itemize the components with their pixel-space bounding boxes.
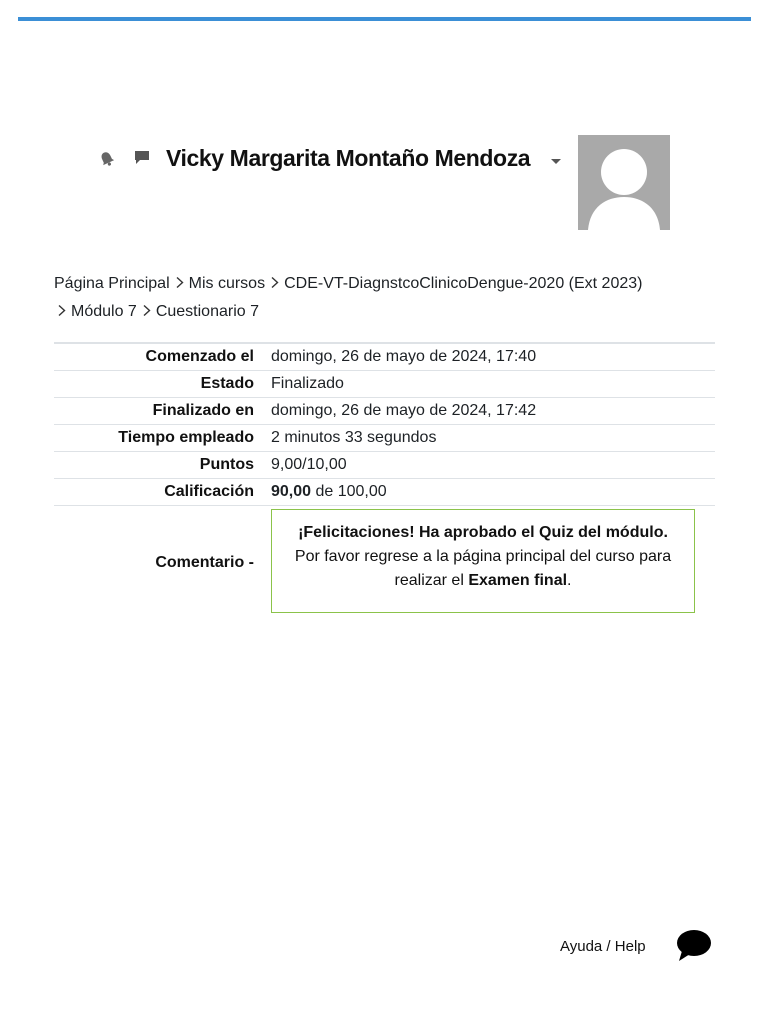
row-label: Tiempo empleado [54, 425, 262, 452]
row-value: 2 minutos 33 segundos [262, 425, 715, 452]
chevron-right-icon [54, 298, 70, 326]
help-link[interactable]: Ayuda / Help [560, 938, 646, 955]
grade-value [262, 479, 715, 506]
grade-max: de 100,00 [311, 483, 387, 500]
chevron-right-icon [267, 270, 283, 298]
grade-score: 90,00 [271, 483, 312, 500]
quiz-summary-table [54, 342, 715, 619]
row-value: 9,00/10,00 [262, 452, 715, 479]
user-menu-name[interactable]: Vicky Margarita Montaño Mendoza [166, 145, 531, 171]
table-row [54, 398, 715, 425]
avatar[interactable] [578, 135, 670, 230]
comment-label: Comentario - [54, 506, 262, 620]
help-widget [560, 928, 720, 968]
user-header [0, 133, 768, 233]
table-row [54, 452, 715, 479]
row-value: Finalizado [262, 371, 715, 398]
grade-label: Calificación [54, 479, 262, 506]
breadcrumb-module[interactable]: Módulo 7 [71, 303, 137, 320]
row-label: Estado [54, 371, 262, 398]
bell-icon[interactable] [98, 150, 116, 168]
message-icon[interactable] [132, 149, 152, 167]
table-row [54, 479, 715, 506]
breadcrumb [54, 270, 714, 326]
feedback-text: Por favor regrese a la página principal del curso para realizar el [294, 548, 672, 589]
row-label: Puntos [54, 452, 262, 479]
chevron-right-icon [172, 270, 188, 298]
row-label: Comenzado el [54, 343, 262, 371]
feedback-end: . [567, 572, 572, 589]
breadcrumb-course[interactable]: CDE-VT-DiagnstcoClinicoDengue-2020 (Ext 2023) [284, 275, 643, 292]
chat-bubble-icon[interactable] [675, 928, 713, 964]
breadcrumb-quiz[interactable]: Cuestionario 7 [155, 303, 259, 320]
feedback-headline: ¡Felicitaciones! Ha aprobado el Quiz del módulo. [298, 524, 668, 541]
table-row [54, 343, 715, 371]
row-value: domingo, 26 de mayo de 2024, 17:42 [262, 398, 715, 425]
top-accent-bar [18, 17, 751, 21]
comment-cell [262, 506, 715, 620]
chevron-right-icon [139, 298, 155, 326]
table-row [54, 371, 715, 398]
table-row [54, 425, 715, 452]
table-row [54, 506, 715, 620]
row-label: Finalizado en [54, 398, 262, 425]
breadcrumb-home[interactable]: Página Principal [54, 275, 170, 292]
feedback-box [271, 509, 695, 613]
row-value: domingo, 26 de mayo de 2024, 17:40 [262, 343, 715, 371]
breadcrumb-my-courses[interactable]: Mis cursos [188, 275, 266, 292]
feedback-exam-name: Examen final [468, 572, 568, 589]
chevron-down-icon[interactable] [551, 159, 561, 164]
